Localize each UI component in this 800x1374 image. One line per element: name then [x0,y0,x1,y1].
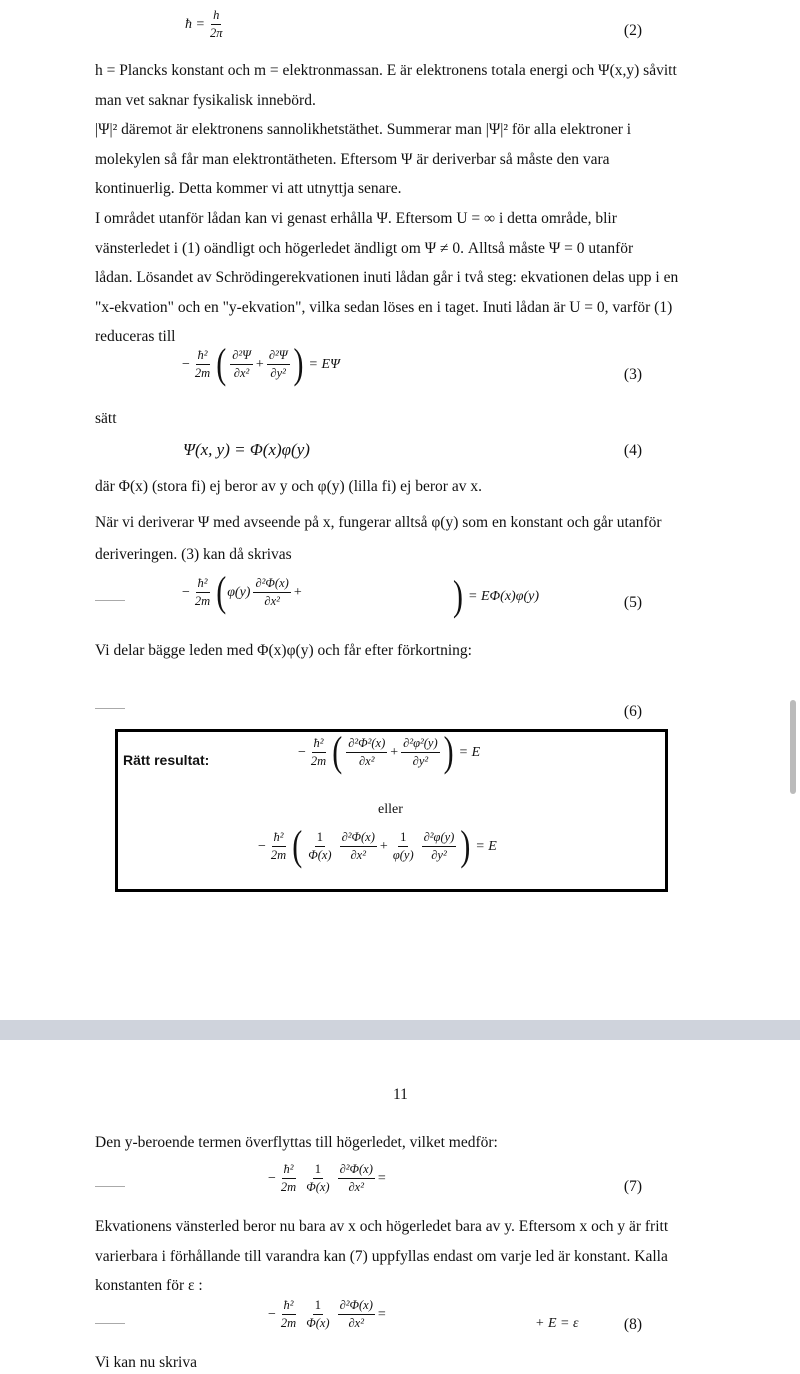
result-label: Rätt resultat: [123,752,210,768]
res-a-t2-num: ∂²φ²(y) [401,736,439,753]
eq3-2m: 2m [194,366,211,380]
eq5-phi-y: φ(y) [227,584,251,600]
eq3-minus: − [182,356,190,372]
eq3-number: (3) [623,366,642,383]
res-a-minus: − [298,744,306,760]
eq3-hbar: ħ² [196,348,210,365]
eq5-number: (5) [623,594,642,611]
eq8-2m: 2m [280,1316,297,1330]
eq8-minus: − [268,1306,276,1322]
para1-line: kontinuerlig. Detta kommer vi att utnyttja senare. [95,180,402,198]
eq5-plus: + [293,584,302,600]
equation-4: Ψ(x, y) = Φ(x)φ(y) [183,440,310,459]
res-a-close-paren: ) [443,728,454,775]
res-a-hbar: ħ² [312,736,326,753]
eq3-plus: + [255,356,264,372]
eq7-f-num: 1 [313,1162,323,1179]
placeholder-dash [95,1323,125,1324]
page-number: 11 [393,1086,408,1103]
eq8-f-den: Φ(x) [306,1316,330,1330]
result-equation-b [258,822,497,869]
document-page-2 [0,1040,800,1374]
para1-line: h = Plancks konstant och m = elektronmassan. E är elektronens totala energi och Ψ(x,y) såvitt [95,62,677,79]
eq3-t1-den: ∂x² [233,366,250,380]
text-nar-line1: När vi deriverar Ψ med avseende på x, fungerar alltså φ(y) som en konstant och går utanför [95,514,662,531]
eq2-lhs: ħ = [185,16,205,32]
eq2-num: h [211,8,221,25]
placeholder-dash [95,600,125,601]
res-b-d2-den: ∂y² [431,848,447,862]
eq5-close-paren: ) [453,573,463,620]
eq8-d-num: ∂²Φ(x) [338,1298,375,1315]
para1-line: lådan. Lösandet av Schrödingerekvationen inuti lådan går i två steg: ekvationen delas upp i en [95,269,679,287]
text-vi-delar: Vi delar bägge leden med Φ(x)φ(y) och får efter förkortning: [95,642,472,659]
res-b-d1-num: ∂²Φ(x) [340,830,377,847]
eq3-open-paren: ( [216,340,227,387]
res-a-t2-den: ∂y² [412,754,429,768]
eq6-number: (6) [623,703,642,720]
eq5-open-paren: ( [216,568,227,615]
para1-line: reduceras till [95,328,176,346]
text-den-y: Den y-beroende termen överflyttas till högerledet, vilket medför: [95,1134,498,1151]
eq5-2m: 2m [194,594,211,608]
res-b-f2-num: 1 [398,830,408,847]
para2-line: varierbara i förhållande till varandra kan (7) uppfyllas endast om varje led är konstant. Kalla [95,1247,668,1265]
res-b-f2-den: φ(y) [392,848,414,862]
eq7-hbar: ħ² [282,1162,296,1179]
res-a-open-paren: ( [332,728,343,775]
page-separator [0,1020,800,1040]
res-b-f1-num: 1 [315,830,325,847]
res-b-2m: 2m [270,848,287,862]
result-equation-a [298,728,481,775]
eq8-d-den: ∂x² [348,1316,364,1330]
eq8-hbar: ħ² [282,1298,296,1315]
equation-5-rhs [452,573,539,620]
placeholder-dash [95,708,125,709]
equation-5 [182,568,302,615]
res-a-2m: 2m [310,754,327,768]
para2-line: konstanten för ε : [95,1277,203,1295]
eq3-rhs: = EΨ [308,356,340,372]
eq3-t2-num: ∂²Ψ [267,348,290,365]
eq3-t1-num: ∂²Ψ [230,348,253,365]
paragraph-2 [95,1212,715,1301]
eq8-f-num: 1 [313,1298,323,1315]
para1-line: man vet saknar fysikalisk innebörd. [95,91,316,109]
para1-line: molekylen så får man elektrontätheten. Eftersom Ψ är deriverbar så måste den vara [95,150,610,168]
para1-line: vänsterledet i (1) oändligt och högerledet ändligt om Ψ ≠ 0. Alltså måste Ψ = 0 utanför [95,239,634,257]
para2-line: Ekvationens vänsterled beror nu bara av x och högerledet bara av y. Eftersom x och y är fritt [95,1218,669,1235]
res-b-plus: + [379,838,388,854]
res-a-t1-den: ∂x² [358,754,375,768]
eq5-minus: − [182,584,190,600]
equation-8 [268,1298,386,1331]
eq2-den: 2π [209,26,223,40]
res-a-rhs: = E [458,744,481,760]
placeholder-dash [95,1186,125,1187]
eq3-close-paren: ) [293,340,304,387]
eq5-d-num: ∂²Φ(x) [253,576,290,593]
res-b-d2-num: ∂²φ(y) [422,830,457,847]
result-box [115,729,668,892]
eq7-2m: 2m [280,1180,297,1194]
eq5-d-den: ∂x² [264,594,280,608]
eq2-number: (2) [623,22,642,39]
eq3-t2-den: ∂y² [270,366,286,380]
eq8-tail: + E = ε [535,1316,579,1331]
res-b-d1-den: ∂x² [350,848,366,862]
para1-line: |Ψ|² däremot är elektronens sannolikhetstäthet. Summerar man |Ψ|² för alla elektroner i [95,121,632,139]
eq7-d-num: ∂²Φ(x) [338,1162,375,1179]
res-a-t1-num: ∂²Φ²(x) [346,736,387,753]
eq7-f-den: Φ(x) [306,1180,330,1194]
res-b-hbar: ħ² [272,830,286,847]
res-b-open-paren: ( [292,822,303,869]
text-satt: sätt [95,410,117,427]
text-vi-kan: Vi kan nu skriva [95,1354,197,1371]
scrollbar-thumb[interactable] [790,700,796,794]
equation-3 [182,340,340,387]
eq8-number: (8) [623,1316,642,1333]
para1-line: "x-ekvation" och en "y-ekvation", vilka sedan löses en i taget. Inuti lådan är U = 0, varför (1) [95,298,673,316]
eq7-number: (7) [623,1178,642,1195]
eq2-fraction [208,8,225,41]
res-b-rhs: = E [475,838,497,854]
text-nar-line2: deriveringen. (3) kan då skrivas [95,546,292,563]
res-a-plus: + [390,744,399,760]
res-b-minus: − [258,838,266,854]
equation-7 [268,1162,386,1195]
para1-line: I området utanför lådan kan vi genast erhålla Ψ. Eftersom U = ∞ i detta område, blir [95,209,617,227]
eq5-hbar: ħ² [196,576,210,593]
eq7-d-den: ∂x² [348,1180,364,1194]
text-dar: där Φ(x) (stora fi) ej beror av y och φ(y) (lilla fi) ej beror av x. [95,478,482,495]
result-or: eller [378,802,403,817]
res-b-close-paren: ) [460,822,471,869]
paragraph-1 [95,56,715,352]
eq4-number: (4) [623,442,642,459]
eq5-rhs: = EΦ(x)φ(y) [468,589,539,604]
eq7-minus: − [268,1170,276,1186]
eq7-rhs: = [377,1170,386,1186]
equation-2 [185,8,227,41]
eq8-rhs: = [377,1306,386,1322]
res-b-f1-den: Φ(x) [308,848,332,862]
